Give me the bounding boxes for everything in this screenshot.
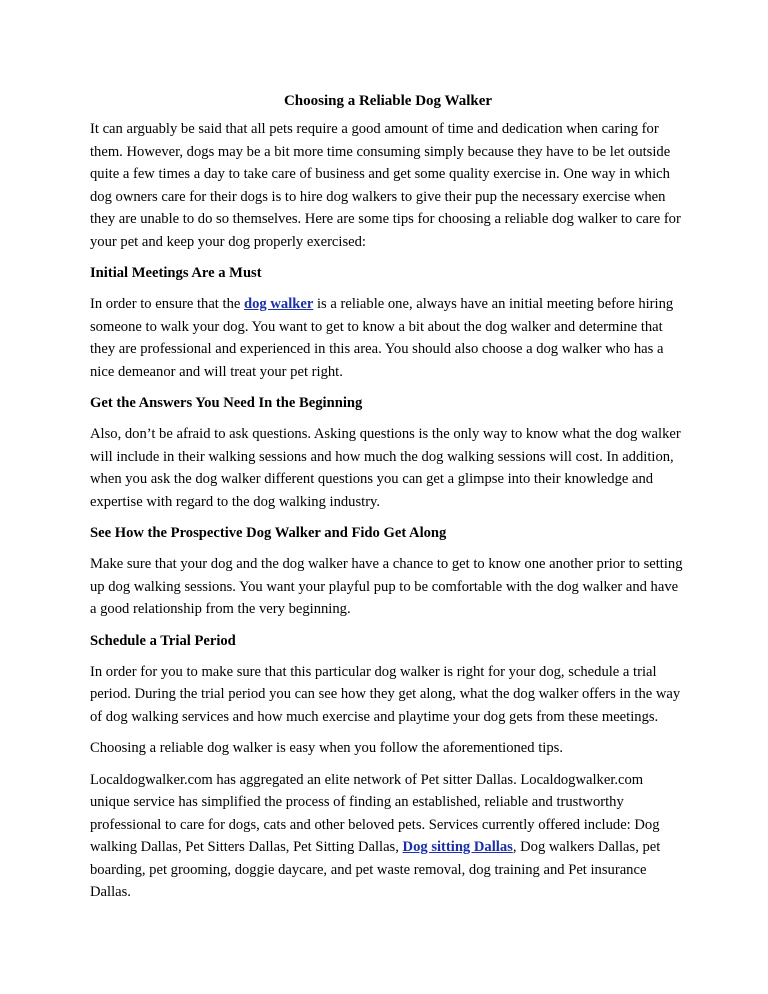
footer-paragraph: [90, 769, 686, 904]
document-title: Choosing a Reliable Dog Walker: [283, 93, 493, 109]
section-text-after-link: is a reliable one, always have an initial meeting before hiring someone to walk your dog. You want to get to know a bit about the dog walker and determine that they are professional and experienced in this area. You should also choose a dog walker who has a nice demeanor and will treat your pet right.: [90, 296, 674, 380]
document-page: [90, 90, 686, 913]
section-body-get-along: Make sure that your dog and the dog walker have a chance to get to know one another prior to setting up dog walking sessions. You want your playful pup to be comfortable with the dog walker and have a good relationship from the very beginning.: [90, 556, 683, 617]
conclusion-paragraph: Choosing a reliable dog walker is easy when you follow the aforementioned tips.: [90, 740, 563, 756]
section-heading-initial-meetings: Initial Meetings Are a Must: [90, 265, 262, 281]
footer-text-after-link: , Dog walkers Dallas, pet boarding, pet grooming, doggie daycare, and pet waste removal, dog training and Pet insurance Dallas.: [90, 839, 661, 900]
section-heading-answers: Get the Answers You Need In the Beginning: [90, 395, 363, 411]
footer-text-before-link: Localdogwalker.com has aggregated an elite network of Pet sitter Dallas. Localdogwalker.com unique service has simplified the process of finding an established, reliable and trustworthy professional to care for dogs, cats and other beloved pets. Services currently offered include: Dog walking Dallas, Pet Sitters Dallas, Pet Sitting Dallas,: [90, 771, 660, 855]
section-body-initial-meetings: [90, 293, 686, 383]
section-text-before-link: In order to ensure that the: [90, 296, 244, 312]
section-body-answers: Also, don’t be afraid to ask questions. Asking questions is the only way to know what the dog walker will include in their walking sessions and how much the dog walking sessions will cost. In addition, when you ask the dog walker different questions you can get a glimpse into their knowledge and expertise with regard to the dog walking industry.: [90, 426, 681, 510]
section-body-trial-period: In order for you to make sure that this particular dog walker is right for your dog, schedule a trial period. During the trial period you can see how they get along, what the dog walker offers in the way of dog walking services and how much exercise and playtime your dog gets from these meetings.: [90, 663, 681, 725]
dog-sitting-dallas-link[interactable]: Dog sitting Dallas: [402, 839, 513, 855]
section-heading-get-along: See How the Prospective Dog Walker and Fido Get Along: [90, 525, 447, 541]
dog-walker-link[interactable]: dog walker: [244, 296, 314, 312]
section-heading-trial-period: Schedule a Trial Period: [90, 632, 236, 649]
intro-paragraph: It can arguably be said that all pets require a good amount of time and dedication when caring for them. However, dogs may be a bit more time consuming simply because they have to be let outside quite a few times a day to take care of business and get some quality exercise in. One way in which dog owners care for their dogs is to hire dog walkers to give their pup the necessary exercise when they are unable to do so themselves. Here are some tips for choosing a reliable dog walker to care for your pet and keep your dog properly exercised:: [90, 121, 681, 250]
